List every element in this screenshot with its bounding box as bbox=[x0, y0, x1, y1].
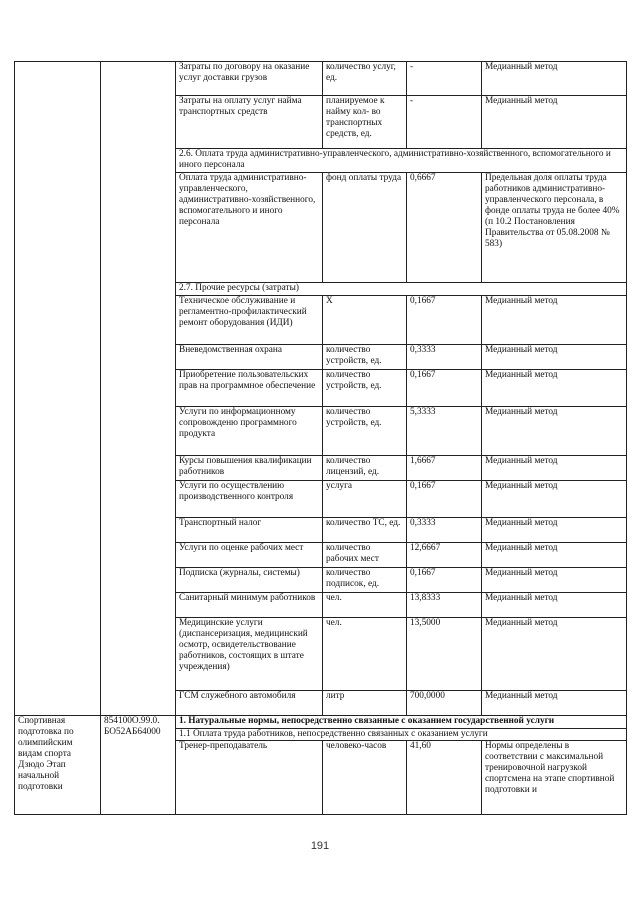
row-unit: количество подписок, ед. bbox=[323, 568, 407, 593]
row-method: Медианный метод bbox=[482, 456, 627, 481]
row-name: ГСМ служебного автомобиля bbox=[176, 691, 323, 716]
row-value: 13,5000 bbox=[407, 618, 482, 691]
row-name: Подписка (журналы, системы) bbox=[176, 568, 323, 593]
row-method: Медианный метод bbox=[482, 593, 627, 618]
row-method: Медианный метод bbox=[482, 618, 627, 691]
row-method: Медианный метод bbox=[482, 345, 627, 370]
row-name: Услуги по осуществлению производственного контроля bbox=[176, 481, 323, 518]
service-subheading: 1.1 Оплата труда работников, непосредственно связанных с оказанием услуги bbox=[176, 729, 627, 741]
row-unit: количество услуг, ед. bbox=[323, 62, 407, 96]
row-value: 0,3333 bbox=[407, 345, 482, 370]
section-heading: 2.7. Прочие ресурсы (затраты) bbox=[176, 283, 627, 296]
row-value: 0,6667 bbox=[407, 173, 482, 283]
page-number: 191 bbox=[310, 840, 330, 852]
service-code: 854100О.99.0. БО52АБ64000 bbox=[101, 716, 176, 815]
service-name-cell bbox=[15, 62, 101, 716]
row-name: Услуги по информационному сопровожденю программного продукта bbox=[176, 407, 323, 456]
row-method: Медианный метод bbox=[482, 568, 627, 593]
row-unit: количество ТС, ед. bbox=[323, 518, 407, 543]
row-method: Медианный метод bbox=[482, 481, 627, 518]
row-unit: X bbox=[323, 296, 407, 345]
row-method: Нормы определены в соответствии с максимальной тренировочной нагрузкой спортсмена на этапе спортивной подготовки и bbox=[482, 741, 627, 815]
service-heading-row bbox=[15, 716, 627, 729]
row-name: Транспортный налог bbox=[176, 518, 323, 543]
row-unit: планируемое к найму кол- во транспортных средств, ед. bbox=[323, 96, 407, 149]
service-code-cell bbox=[101, 62, 176, 716]
row-name: Оплата труда административно-управленческого, административно-хозяйственного, вспомогательного и иного персонала bbox=[176, 173, 323, 283]
row-unit: количество устройств, ед. bbox=[323, 370, 407, 407]
section-heading: 2.6. Оплата труда административно-управленческого, административно-хозяйственного, вспомогательного и иного персонала bbox=[176, 149, 627, 173]
row-unit: человеко-часов bbox=[323, 741, 407, 815]
row-value: 0,1667 bbox=[407, 370, 482, 407]
row-unit: услуга bbox=[323, 481, 407, 518]
row-value: 700,0000 bbox=[407, 691, 482, 716]
row-value: 0,1667 bbox=[407, 568, 482, 593]
row-name: Курсы повышения квалификации работников bbox=[176, 456, 323, 481]
row-value: 0,1667 bbox=[407, 481, 482, 518]
row-value: 0,3333 bbox=[407, 518, 482, 543]
row-unit: чел. bbox=[323, 618, 407, 691]
row-name: Санитарный минимум работников bbox=[176, 593, 323, 618]
row-method: Медианный метод bbox=[482, 96, 627, 149]
row-unit: фонд оплаты труда bbox=[323, 173, 407, 283]
table-row bbox=[15, 62, 627, 96]
row-name: Услуги по оценке рабочих мест bbox=[176, 543, 323, 568]
row-method: Медианный метод bbox=[482, 62, 627, 96]
row-name: Техническое обслуживание и регламентно-профилактический ремонт оборудования (ИДИ) bbox=[176, 296, 323, 345]
row-unit: литр bbox=[323, 691, 407, 716]
row-name: Затраты по договору на оказание услуг доставки грузов bbox=[176, 62, 323, 96]
row-unit: количество лицензий, ед. bbox=[323, 456, 407, 481]
row-name: Затраты на оплату услуг найма транспортных средств bbox=[176, 96, 323, 149]
row-unit: количество устройств, ед. bbox=[323, 407, 407, 456]
row-method: Медианный метод bbox=[482, 691, 627, 716]
row-value: 41,60 bbox=[407, 741, 482, 815]
row-method: Медианный метод bbox=[482, 543, 627, 568]
row-value: 1,6667 bbox=[407, 456, 482, 481]
row-unit: количество рабочих мест bbox=[323, 543, 407, 568]
row-method: Предельная доля оплаты труда работников административно-управленческого персонала, в фонде оплаты труда не более 40% (п 10.2 Постановления Правительства от 05.08.2008 № 583) bbox=[482, 173, 627, 283]
row-unit: чел. bbox=[323, 593, 407, 618]
row-method: Медианный метод bbox=[482, 370, 627, 407]
row-value: 5,3333 bbox=[407, 407, 482, 456]
row-value: - bbox=[407, 62, 482, 96]
row-method: Медианный метод bbox=[482, 296, 627, 345]
row-name: Медицинские услуги (диспансеризация, медицинский осмотр, освидетельствование работников, состоящих в штате учреждения) bbox=[176, 618, 323, 691]
row-unit: количество устройств, ед. bbox=[323, 345, 407, 370]
row-value: 13,8333 bbox=[407, 593, 482, 618]
row-method: Медианный метод bbox=[482, 518, 627, 543]
service-heading: 1. Натуральные нормы, непосредственно связанные с оказанием государственной услуги bbox=[176, 716, 627, 729]
row-name: Приобретение пользовательских прав на программное обеспечение bbox=[176, 370, 323, 407]
row-value: 12,6667 bbox=[407, 543, 482, 568]
row-name: Тренер-преподаватель bbox=[176, 741, 323, 815]
row-value: - bbox=[407, 96, 482, 149]
norms-table bbox=[14, 61, 627, 815]
row-value: 0,1667 bbox=[407, 296, 482, 345]
service-name: Спортивная подготовка по олимпийским видам спорта Дзюдо Этап начальной подготовки bbox=[15, 716, 101, 815]
row-name: Вневедомственная охрана bbox=[176, 345, 323, 370]
row-method: Медианный метод bbox=[482, 407, 627, 456]
